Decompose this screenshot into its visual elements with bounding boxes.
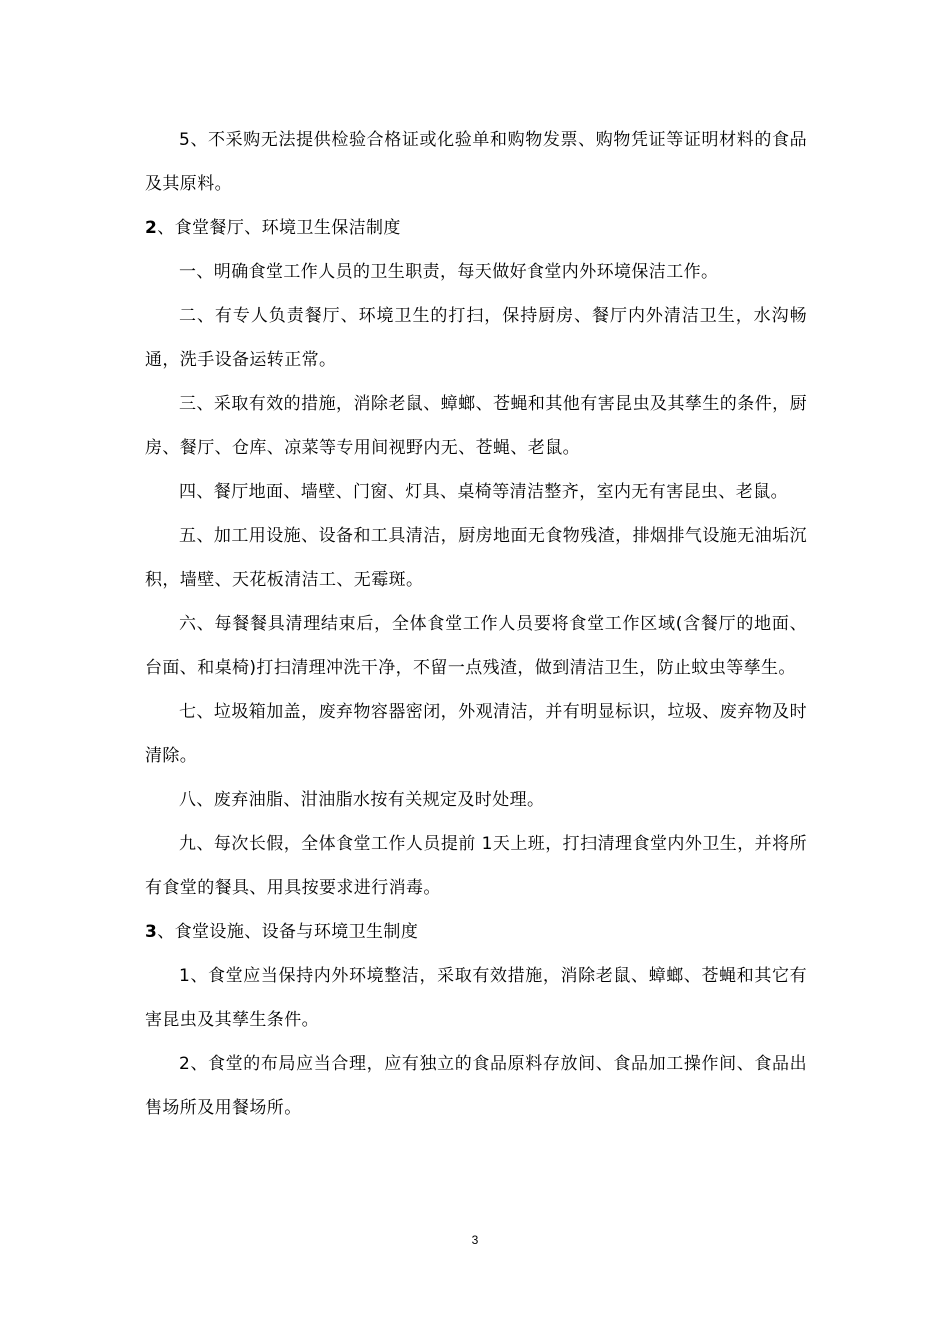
page-number: 3 <box>471 1233 479 1247</box>
paragraph: 5、不采购无法提供检验合格证或化验单和购物发票、购物凭证等证明材料的食品及其原料。 <box>145 130 807 194</box>
paragraph: 九、每次长假，全体食堂工作人员提前 1天上班，打扫清理食堂内外卫生，并将所有食堂的餐具、用具按要求进行消毒。 <box>145 834 807 898</box>
paragraph: 四、餐厅地面、墙壁、门窗、灯具、桌椅等清洁整齐，室内无有害昆虫、老鼠。 <box>179 482 788 502</box>
paragraph: 八、废弃油脂、泔油脂水按有关规定及时处理。 <box>179 790 545 810</box>
section-heading <box>145 206 807 250</box>
paragraph: 1、食堂应当保持内外环境整洁，采取有效措施，消除老鼠、蟑螂、苍蝇和其它有害昆虫及其孳生条件。 <box>145 966 807 1030</box>
paragraph: 五、加工用设施、设备和工具清洁，厨房地面无食物残渣，排烟排气设施无油垢沉积，墙壁、天花板清洁工、无霉斑。 <box>145 526 807 590</box>
paragraph: 一、明确食堂工作人员的卫生职责，每天做好食堂内外环境保洁工作。 <box>179 262 719 282</box>
document-body <box>145 118 807 1130</box>
paragraph: 二、有专人负责餐厅、环境卫生的打扫，保持厨房、餐厅内外清洁卫生，水沟畅通，洗手设备运转正常。 <box>145 306 807 370</box>
section-number: 2 <box>145 218 158 238</box>
section-title: 、食堂设施、设备与环境卫生制度 <box>157 922 419 942</box>
section-number: 3 <box>145 922 158 942</box>
section-title: 、食堂餐厅、环境卫生保洁制度 <box>157 218 401 238</box>
paragraph: 三、采取有效的措施，消除老鼠、蟑螂、苍蝇和其他有害昆虫及其孳生的条件，厨房、餐厅、仓库、凉菜等专用间视野内无、苍蝇、老鼠。 <box>145 394 807 458</box>
paragraph: 七、垃圾箱加盖，废弃物容器密闭，外观清洁，并有明显标识，垃圾、废弃物及时清除。 <box>145 702 807 766</box>
paragraph: 2、食堂的布局应当合理，应有独立的食品原料存放间、食品加工操作间、食品出售场所及用餐场所。 <box>145 1054 807 1118</box>
paragraph: 六、每餐餐具清理结束后，全体食堂工作人员要将食堂工作区域(含餐厅的地面、台面、和桌椅)打扫清理冲洗干净，不留一点残渣，做到清洁卫生，防止蚊虫等孳生。 <box>145 614 807 678</box>
section-heading <box>145 910 807 954</box>
